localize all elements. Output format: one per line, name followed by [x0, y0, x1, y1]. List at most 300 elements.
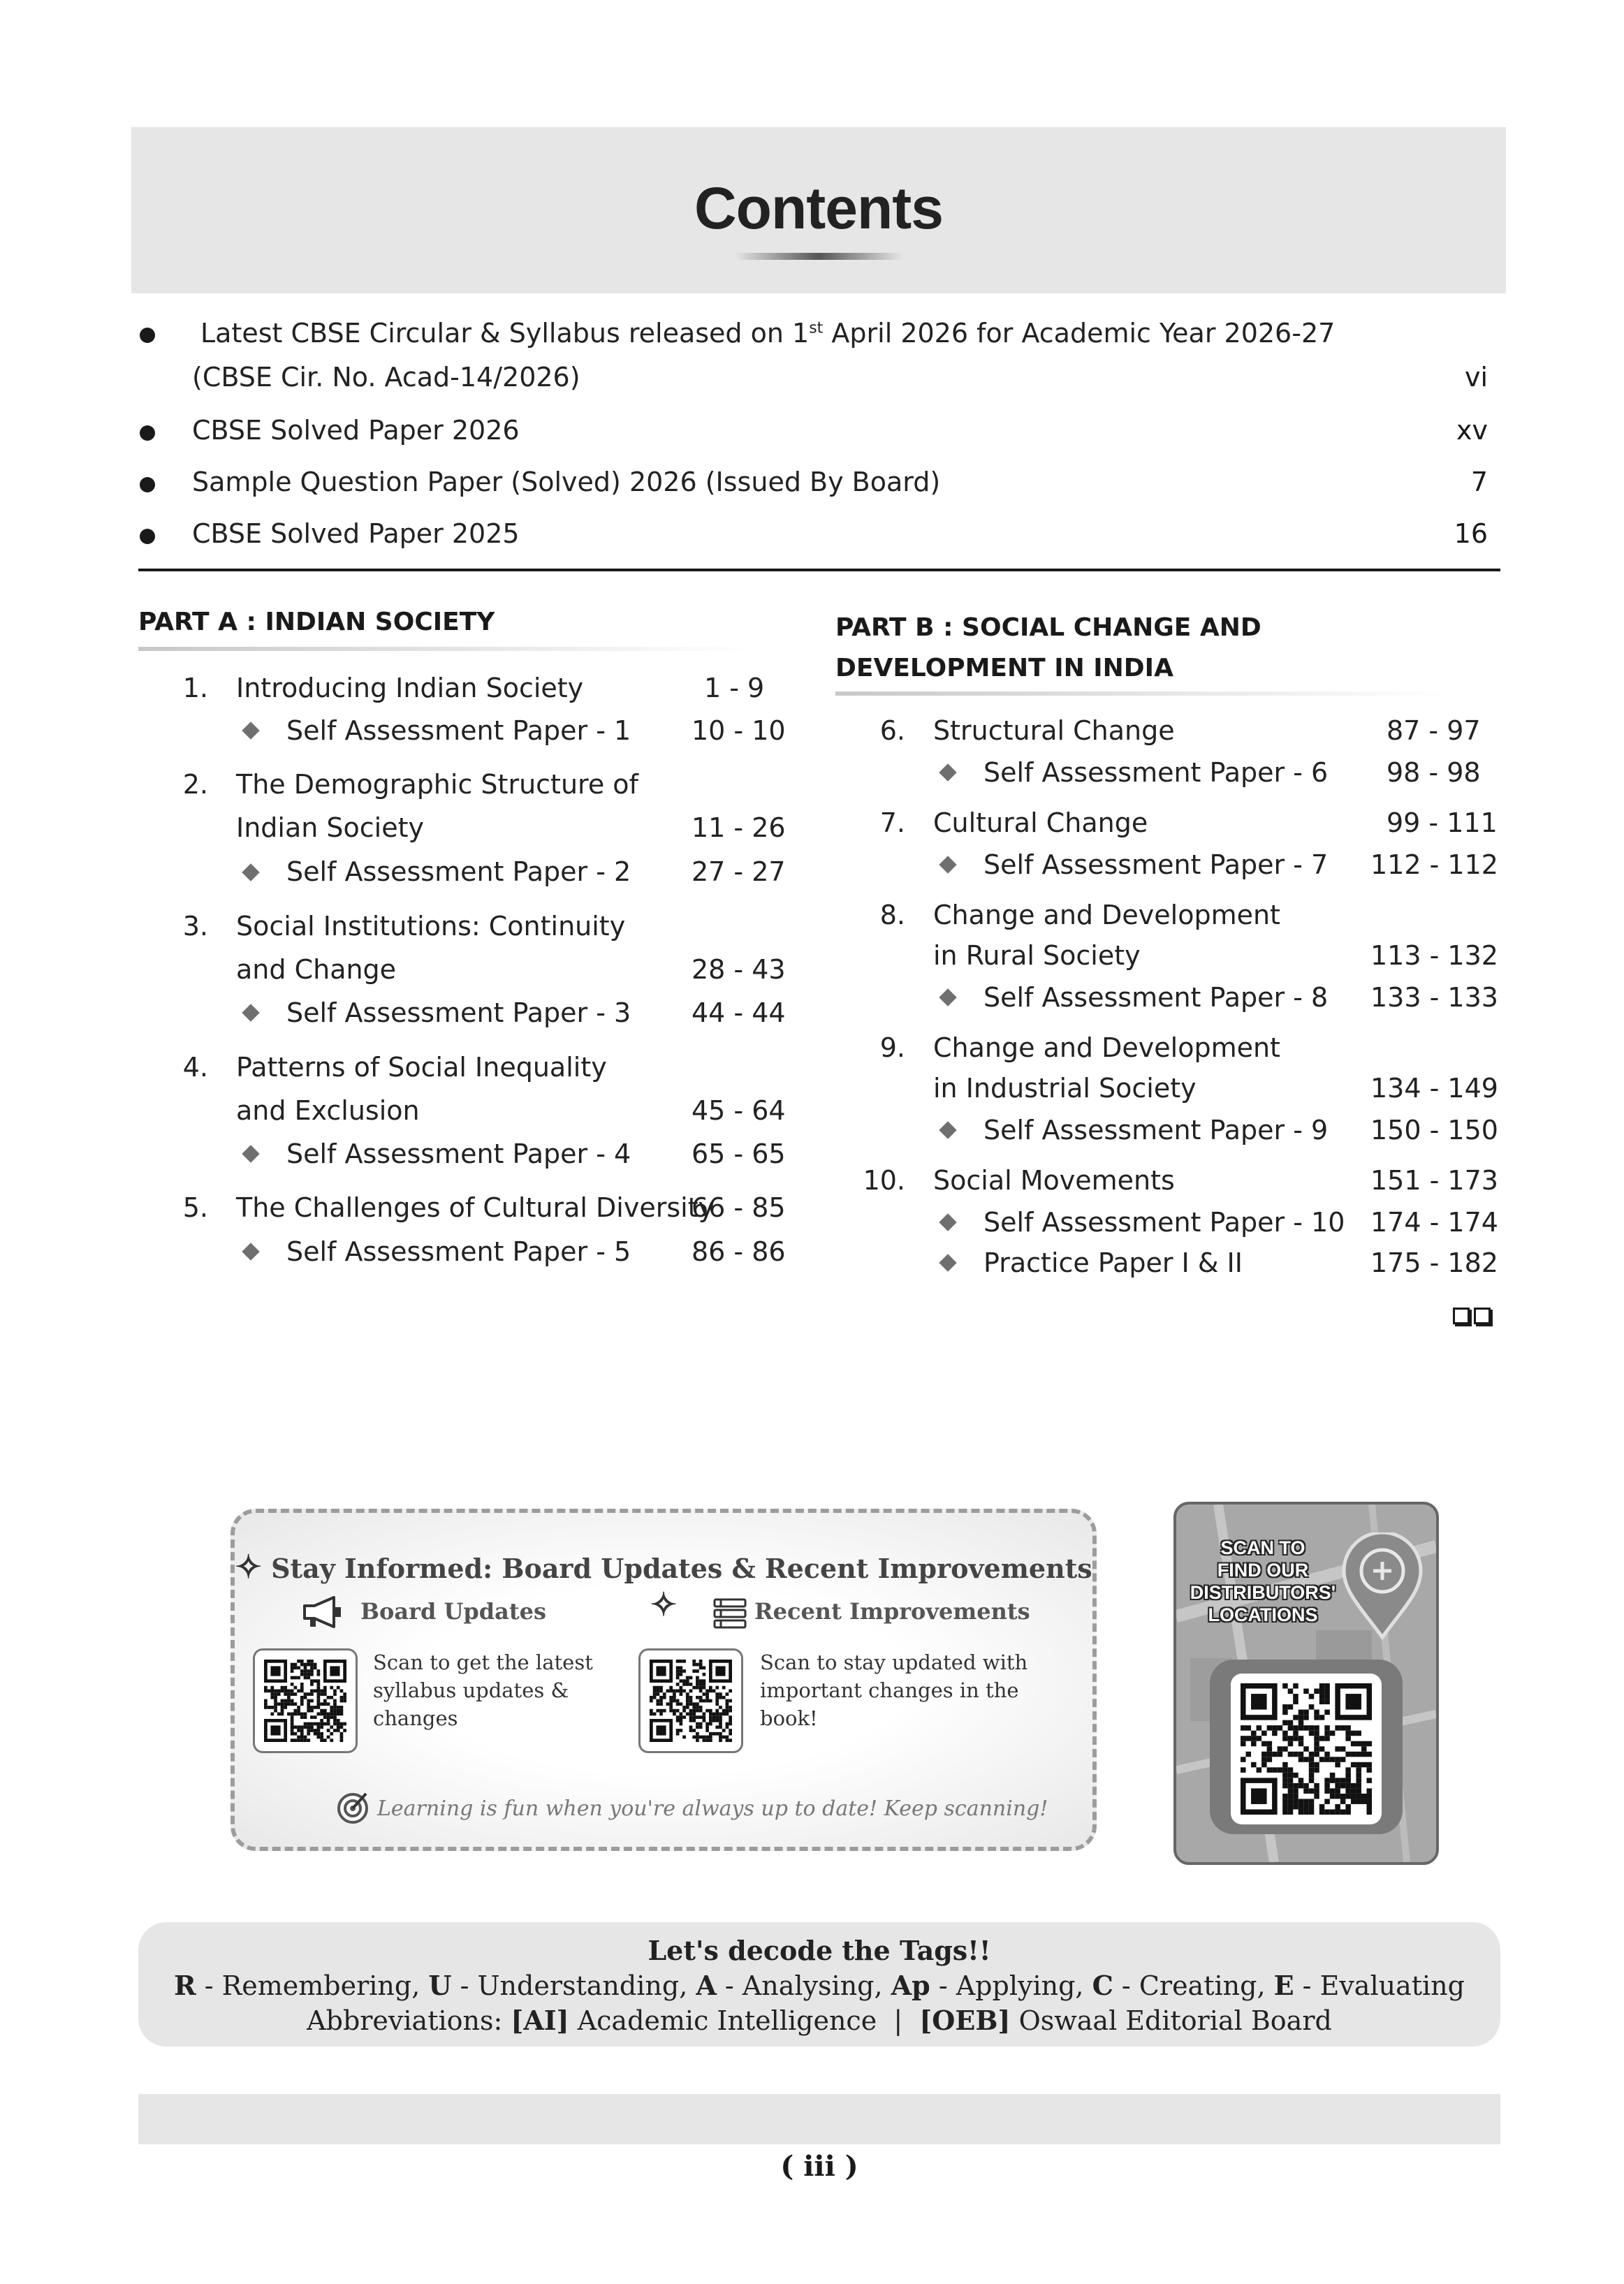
qr-module: [1351, 1794, 1356, 1799]
qr-module: [699, 1722, 703, 1726]
part-b-heading: DEVELOPMENT IN INDIA: [835, 654, 1173, 682]
qr-module: [337, 1709, 340, 1713]
distributors-qr[interactable]: [1231, 1674, 1382, 1824]
qr-module: [270, 1692, 274, 1696]
text-line: book!: [760, 1706, 818, 1730]
qr-module: [1351, 1783, 1356, 1789]
qr-module: [291, 1725, 294, 1729]
board-updates-qr[interactable]: [253, 1648, 358, 1753]
qr-module: [304, 1725, 307, 1729]
qr-module: [676, 1673, 680, 1676]
qr-module: [696, 1715, 699, 1719]
tag-code: U: [428, 1970, 452, 2001]
qr-module: [676, 1660, 680, 1663]
qr-module: [1299, 1752, 1304, 1757]
qr-module: [726, 1713, 729, 1716]
qr-module: [729, 1709, 732, 1713]
qr-module: [291, 1692, 294, 1696]
qr-module: [1288, 1794, 1294, 1799]
sap-title: Self Assessment Paper - 9: [983, 1115, 1329, 1145]
location-pin-icon: [1341, 1532, 1424, 1641]
qr-module: [317, 1683, 321, 1686]
qr-module: [327, 1729, 330, 1732]
qr-module: [656, 1692, 659, 1696]
qr-module: [705, 1696, 709, 1699]
page-range: 65 - 65: [692, 1139, 786, 1169]
qr-module: [270, 1689, 274, 1692]
sap-title: Self Assessment Paper - 2: [286, 856, 631, 887]
qr-module: [304, 1666, 307, 1669]
qr-module: [692, 1736, 696, 1739]
qr-module: [333, 1689, 337, 1692]
qr-module: [330, 1732, 333, 1736]
qr-module: [1366, 1762, 1372, 1768]
qr-module: [323, 1722, 327, 1726]
qr-module: [1324, 1694, 1330, 1699]
qr-module: [1288, 1752, 1294, 1757]
qr-module: [264, 1686, 268, 1690]
qr-module: [291, 1738, 294, 1742]
diamond-bullet-icon: [242, 722, 259, 739]
qr-module: [1267, 1752, 1273, 1757]
qr-module: [1340, 1799, 1346, 1804]
qr-module: [340, 1696, 344, 1699]
tag-label: Applying: [956, 1970, 1076, 2001]
qr-module: [277, 1689, 281, 1692]
qr-module: [317, 1702, 321, 1706]
qr-module: [314, 1689, 317, 1692]
qr-module: [1319, 1746, 1325, 1752]
text-line: Scan to get the latest: [373, 1650, 593, 1674]
qr-module: [1282, 1809, 1288, 1815]
qr-module: [1288, 1741, 1294, 1747]
qr-module: [689, 1713, 693, 1716]
qr-module: [320, 1689, 323, 1692]
qr-module: [307, 1738, 310, 1742]
qr-module: [1361, 1741, 1367, 1747]
qr-module: [300, 1702, 304, 1706]
bullet-icon: [140, 477, 155, 492]
diamond-bullet-icon: [242, 1145, 259, 1162]
qr-module: [307, 1722, 310, 1726]
qr-module: [277, 1692, 281, 1696]
qr-module: [1288, 1783, 1294, 1789]
qr-module: [1246, 1736, 1252, 1741]
qr-module: [333, 1715, 337, 1719]
qr-module: [1340, 1746, 1346, 1752]
qr-module: [1324, 1752, 1330, 1757]
qr-module: [699, 1686, 703, 1690]
page-range: 87 - 97: [1387, 715, 1481, 746]
qr-module: [1293, 1783, 1299, 1789]
qr-module: [304, 1736, 307, 1739]
qr-module: [1303, 1783, 1309, 1789]
qr-module: [1267, 1746, 1273, 1752]
qr-module: [729, 1738, 732, 1742]
qr-module: [709, 1738, 712, 1742]
qr-module: [715, 1725, 719, 1729]
qr-module: [709, 1719, 712, 1722]
qr-module: [1345, 1783, 1351, 1789]
qr-module: [663, 1696, 666, 1699]
qr-module: [719, 1696, 722, 1699]
qr-module: [291, 1666, 294, 1669]
page-range: 174 - 174: [1370, 1207, 1498, 1238]
list-item-label: Sample Question Paper (Solved) 2026 (Issued By Board): [192, 467, 941, 497]
qr-module: [719, 1736, 722, 1739]
qr-module: [682, 1736, 686, 1739]
text-line: SCAN TO: [1220, 1537, 1305, 1558]
qr-module: [310, 1666, 314, 1669]
qr-module: [1366, 1794, 1372, 1799]
distributors-card[interactable]: [1173, 1502, 1439, 1865]
qr-module: [291, 1689, 294, 1692]
qr-module: [692, 1669, 696, 1673]
qr-module: [264, 1689, 268, 1692]
qr-module: [703, 1715, 706, 1719]
qr-module: [1288, 1773, 1294, 1778]
qr-module: [659, 1689, 663, 1692]
qr-module: [703, 1738, 706, 1742]
qr-module: [715, 1702, 719, 1706]
qr-module: [686, 1706, 689, 1709]
qr-module: [1303, 1689, 1309, 1694]
qr-module: [679, 1722, 682, 1726]
qr-module: [722, 1713, 726, 1716]
qr-module: [1324, 1757, 1330, 1762]
qr-module: [293, 1692, 297, 1696]
qr-module: [310, 1679, 314, 1683]
qr-module: [291, 1669, 294, 1673]
part-b-rule: [835, 691, 1450, 696]
qr-module: [1345, 1736, 1351, 1741]
tag-label: Remembering: [221, 1970, 412, 2001]
qr-module: [304, 1692, 307, 1696]
qr-module: [1282, 1704, 1288, 1710]
qr-module: [304, 1673, 307, 1676]
qr-module: [340, 1736, 344, 1739]
qr-module: [1366, 1752, 1372, 1757]
qr-module: [696, 1696, 699, 1699]
page-ref: 7: [1470, 467, 1488, 497]
qr-module: [699, 1679, 703, 1683]
qr-module: [307, 1669, 310, 1673]
qr-module: [1288, 1736, 1294, 1741]
qr-module: [291, 1699, 294, 1703]
qr-module: [703, 1683, 706, 1686]
qr-module: [682, 1709, 686, 1713]
qr-module: [293, 1713, 297, 1716]
qr-module: [317, 1686, 321, 1690]
qr-module: [689, 1683, 693, 1686]
qr-module: [340, 1706, 344, 1709]
qr-module: [726, 1725, 729, 1729]
qr-module: [696, 1732, 699, 1736]
qr-module: [304, 1722, 307, 1726]
chapter-title: Indian Society: [236, 812, 425, 843]
qr-module: [729, 1732, 732, 1736]
qr-module: [1299, 1725, 1304, 1731]
recent-improvements-text: [760, 1648, 1027, 1732]
practice-paper-title: Practice Paper I & II: [983, 1247, 1243, 1278]
qr-module: [1340, 1725, 1346, 1731]
qr-module: [726, 1738, 729, 1742]
qr-module: [1309, 1767, 1315, 1773]
qr-module: [650, 1709, 653, 1713]
qr-module: [676, 1666, 680, 1669]
qr-module: [304, 1715, 307, 1719]
qr-module: [327, 1736, 330, 1739]
qr-module: [703, 1666, 706, 1669]
qr-module: [274, 1696, 277, 1699]
qr-module: [314, 1729, 317, 1732]
qr-module: [1314, 1715, 1319, 1720]
qr-module: [1299, 1778, 1304, 1783]
qr-module: [1314, 1783, 1319, 1789]
qr-module: [1309, 1809, 1315, 1815]
qr-module: [1303, 1710, 1309, 1715]
qr-module: [1351, 1731, 1356, 1736]
qr-module: [270, 1696, 274, 1699]
sap-title: Self Assessment Paper - 4: [286, 1139, 631, 1169]
qr-module: [719, 1725, 722, 1729]
qr-module: [1272, 1731, 1278, 1736]
qr-module: [300, 1738, 304, 1742]
qr-module: [726, 1706, 729, 1709]
qr-module: [323, 1686, 327, 1690]
list-item-label: Latest CBSE Circular & Syllabus released on 1: [200, 318, 810, 349]
qr-module: [291, 1663, 294, 1667]
qr-module: [1282, 1710, 1288, 1715]
abbreviations-line: Abbreviations: [AI] Academic Intelligence | [OEB] Oswaal Editorial Board: [307, 2005, 1332, 2036]
qr-module: [310, 1706, 314, 1709]
qr-module: [696, 1686, 699, 1690]
qr-module: [307, 1709, 310, 1713]
qr-module: [692, 1706, 696, 1709]
qr-module: [340, 1722, 344, 1726]
qr-module: [1299, 1715, 1304, 1720]
qr-module: [293, 1732, 297, 1736]
qr-module: [673, 1689, 676, 1692]
qr-module: [1319, 1809, 1325, 1815]
qr-module: [1335, 1762, 1340, 1768]
chapter-title: Cultural Change: [933, 807, 1148, 838]
text-line: Scan to stay updated with: [760, 1650, 1028, 1674]
qr-module: [1309, 1778, 1315, 1783]
qr-module: [689, 1725, 693, 1729]
abbr-code: [OEB]: [919, 2005, 1011, 2036]
chapter-number: 5.: [182, 1192, 208, 1223]
qr-module: [669, 1702, 673, 1706]
qr-module: [709, 1736, 712, 1739]
page-range: 134 - 149: [1370, 1073, 1498, 1104]
qr-module: [1282, 1773, 1288, 1778]
qr-module: [1288, 1809, 1294, 1815]
diamond-bullet-icon: [939, 763, 956, 781]
qr-module: [1261, 1762, 1267, 1768]
qr-module: [1303, 1715, 1309, 1720]
tag-code: Ap: [891, 1970, 930, 2001]
qr-module: [696, 1738, 699, 1742]
qr-module: [679, 1673, 682, 1676]
qr-module: [1261, 1757, 1267, 1762]
qr-module: [307, 1692, 310, 1696]
qr-module: [676, 1702, 680, 1706]
qr-module: [1282, 1783, 1288, 1789]
diamond-bullet-icon: [242, 1243, 259, 1260]
qr-module: [705, 1729, 709, 1732]
qr-module: [719, 1692, 722, 1696]
qr-module: [715, 1696, 719, 1699]
qr-module: [287, 1689, 291, 1692]
chapter-title: and Change: [236, 954, 397, 985]
qr-module: [337, 1722, 340, 1726]
qr-module: [1314, 1710, 1319, 1715]
qr-module: [323, 1713, 327, 1716]
qr-module: [1319, 1683, 1325, 1689]
qr-module: [676, 1715, 680, 1719]
qr-finder-center: [270, 1666, 280, 1676]
qr-module: [320, 1702, 323, 1706]
qr-module: [291, 1713, 294, 1716]
qr-module: [715, 1732, 719, 1736]
qr-module: [1293, 1799, 1299, 1804]
qr-module: [1319, 1715, 1325, 1720]
qr-module: [689, 1709, 693, 1713]
qr-module: [1345, 1752, 1351, 1757]
qr-module: [1299, 1710, 1304, 1715]
qr-module: [274, 1689, 277, 1692]
sap-title: Self Assessment Paper - 1: [286, 715, 631, 746]
qr-module: [1324, 1683, 1330, 1689]
distributors-text: [1186, 1537, 1340, 1626]
qr-finder-center: [270, 1725, 280, 1735]
qr-module: [692, 1686, 696, 1690]
qr-module: [1299, 1804, 1304, 1810]
qr-module: [1361, 1752, 1367, 1757]
qr-module: [327, 1696, 330, 1699]
list-item-label: (CBSE Cir. No. Acad-14/2026): [192, 362, 580, 393]
qr-module: [1282, 1799, 1288, 1804]
qr-module: [1278, 1746, 1283, 1752]
qr-module: [1299, 1736, 1304, 1741]
qr-module: [284, 1699, 287, 1703]
qr-module: [1351, 1752, 1356, 1757]
diamond-bullet-icon: [939, 988, 956, 1006]
qr-module: [1335, 1809, 1340, 1815]
qr-module: [297, 1666, 300, 1669]
qr-module: [719, 1738, 722, 1742]
qr-module: [1356, 1731, 1361, 1736]
info-footer-text: Learning is fun when you're always up to date! Keep scanning!: [377, 1796, 1048, 1821]
qr-module: [1293, 1715, 1299, 1720]
qr-module: [689, 1676, 693, 1680]
qr-module: [300, 1725, 304, 1729]
recent-improvements-qr[interactable]: [638, 1648, 743, 1753]
qr-module: [1288, 1799, 1294, 1804]
qr-module: [310, 1689, 314, 1692]
chapter-title: in Industrial Society: [933, 1073, 1197, 1104]
qr-module: [689, 1696, 693, 1699]
board-updates-heading: Board Updates: [360, 1598, 547, 1625]
sparkle-icon: ✧: [650, 1586, 678, 1623]
tag-code: A: [696, 1970, 717, 2001]
qr-module: [1356, 1788, 1361, 1794]
qr-module: [729, 1715, 732, 1719]
qr-module: [300, 1660, 304, 1663]
tag-code: E: [1273, 1970, 1294, 2001]
qr-module: [1330, 1788, 1336, 1794]
sap-title: Self Assessment Paper - 10: [983, 1207, 1345, 1238]
qr-module: [673, 1699, 676, 1703]
qr-module: [699, 1715, 703, 1719]
page-range: 1 - 9: [704, 673, 765, 703]
qr-module: [1288, 1720, 1294, 1726]
chapter-title: Social Movements: [933, 1165, 1175, 1196]
qr-module: [1324, 1788, 1330, 1794]
qr-module: [330, 1725, 333, 1729]
page-range: 150 - 150: [1370, 1115, 1498, 1145]
qr-module: [692, 1660, 696, 1663]
chapter-title: Change and Development: [933, 1032, 1280, 1063]
qr-module: [310, 1692, 314, 1696]
qr-module: [1293, 1773, 1299, 1778]
page-range: 151 - 173: [1370, 1165, 1498, 1196]
qr-module: [656, 1689, 659, 1692]
qr-module: [297, 1660, 300, 1663]
qr-module: [1314, 1731, 1319, 1736]
qr-module: [1241, 1757, 1246, 1762]
qr-module: [333, 1692, 337, 1696]
tags-legend: R - Remembering, U - Understanding, A - Analysing, Ap - Applying, C - Creating, E - Evaluating: [174, 1970, 1465, 2001]
qr-module: [327, 1702, 330, 1706]
qr-module: [726, 1702, 729, 1706]
qr-module: [712, 1719, 716, 1722]
diamond-bullet-icon: [939, 856, 956, 873]
qr-module: [340, 1699, 344, 1703]
qr-module: [300, 1696, 304, 1699]
qr-module: [287, 1692, 291, 1696]
page-range: 175 - 182: [1370, 1247, 1498, 1278]
qr-module: [692, 1715, 696, 1719]
qr-module: [1288, 1767, 1294, 1773]
qr-module: [692, 1709, 696, 1713]
qr-module: [340, 1732, 344, 1736]
qr-module: [307, 1673, 310, 1676]
qr-module: [304, 1738, 307, 1742]
qr-module: [317, 1722, 321, 1726]
qr-module: [1299, 1741, 1304, 1747]
qr-module: [323, 1715, 327, 1719]
qr-module: [291, 1676, 294, 1680]
page-range: 98 - 98: [1387, 757, 1481, 788]
qr-module: [314, 1666, 317, 1669]
qr-module: [686, 1702, 689, 1706]
qr-module: [1293, 1731, 1299, 1736]
chapter-title: The Demographic Structure of: [236, 769, 638, 800]
qr-module: [1261, 1741, 1267, 1747]
qr-module: [1309, 1731, 1315, 1736]
qr-module: [310, 1709, 314, 1713]
qr-module: [330, 1706, 333, 1709]
qr-module: [1267, 1741, 1273, 1747]
sparkle-icon: ✧: [235, 1548, 262, 1586]
qr-module: [715, 1713, 719, 1716]
qr-module: [1293, 1752, 1299, 1757]
qr-module: [1340, 1794, 1346, 1799]
qr-finder-center: [1251, 1694, 1267, 1710]
qr-module: [689, 1699, 693, 1703]
